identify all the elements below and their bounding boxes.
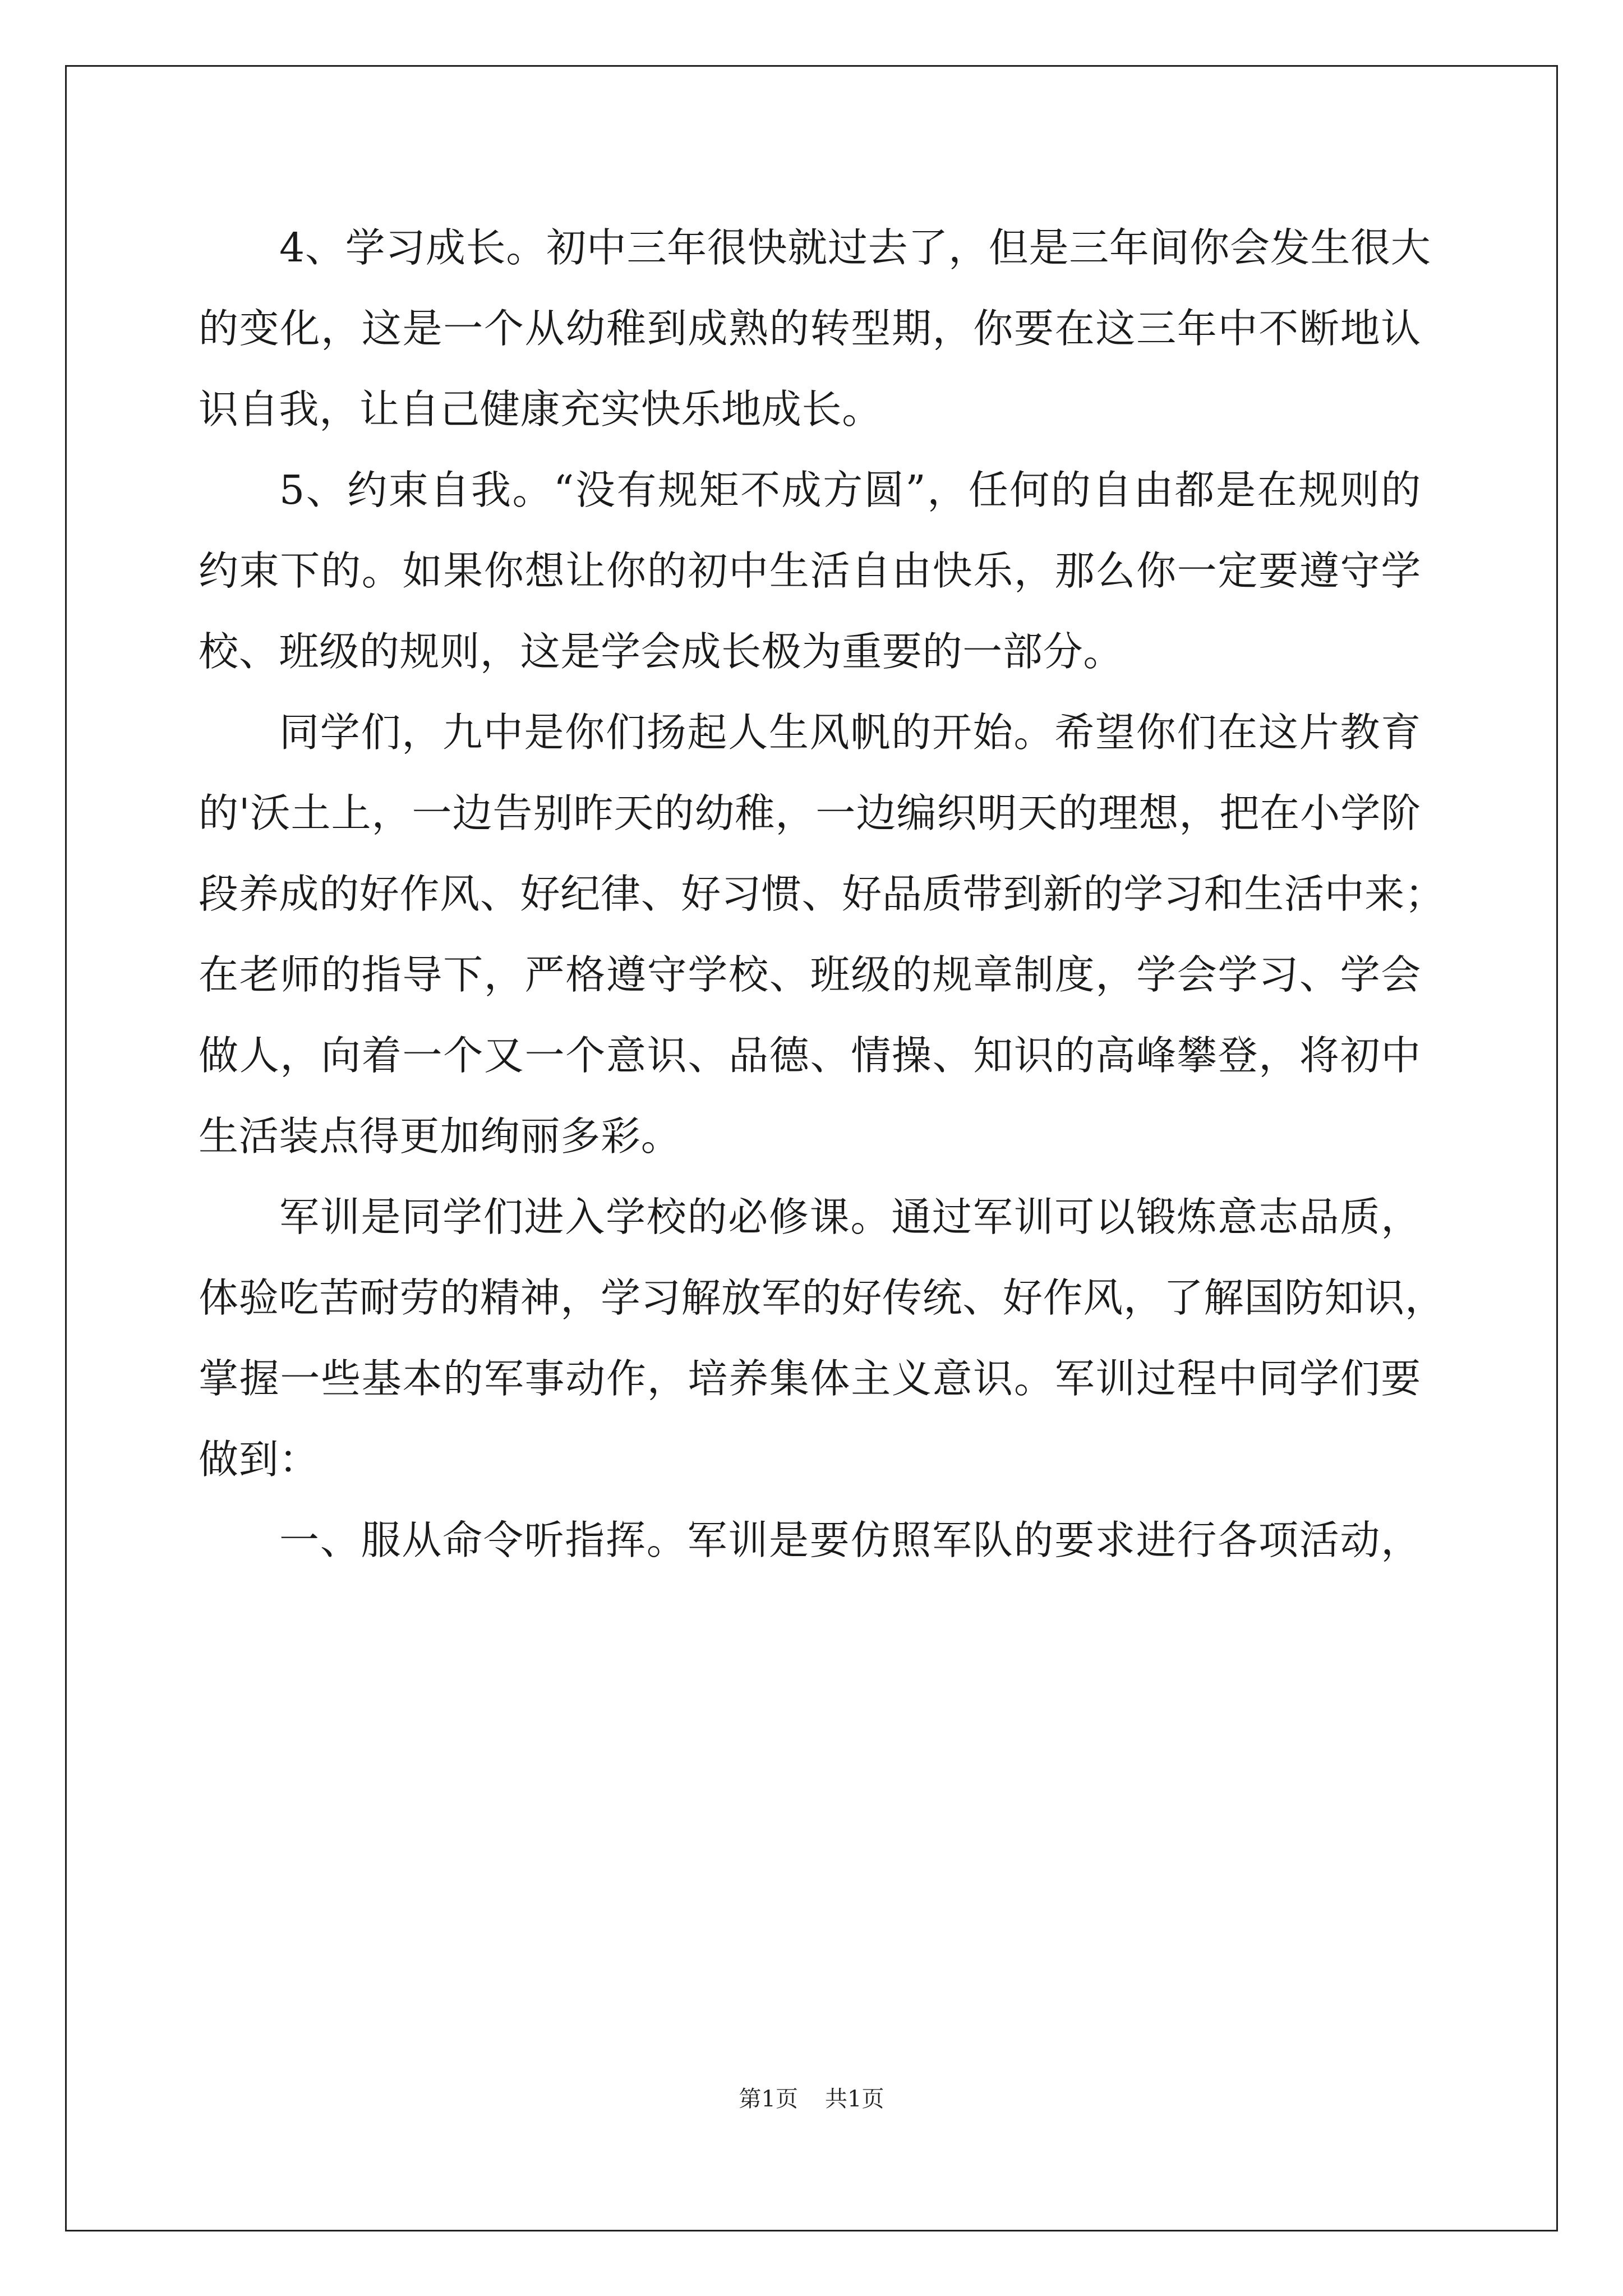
text-line: 在老师的指导下，严格遵守学校、班级的规章制度，学会学习、学会 bbox=[199, 951, 1421, 998]
text-line: 体验吃苦耐劳的精神，学习解放军的好传统、好作风，了解国防知识， bbox=[199, 1274, 1445, 1321]
text-line: 4、学习成长。初中三年很快就过去了，但是三年间你会发生很大 bbox=[279, 224, 1431, 271]
text-line: 做人，向着一个又一个意识、品德、情操、知识的高峰攀登，将初中 bbox=[199, 1032, 1421, 1079]
page-total: 共1页 bbox=[825, 2086, 884, 2112]
text-line: 段养成的好作风、好纪律、好习惯、好品质带到新的学习和生活中来； bbox=[199, 871, 1445, 917]
text-line: 的'沃土上，一边告别昨天的幼稚，一边编织明天的理想，把在小学阶 bbox=[199, 790, 1421, 836]
text-line: 生活装点得更加绚丽多彩。 bbox=[199, 1113, 681, 1159]
text-line: 掌握一些基本的军事动作，培养集体主义意识。军训过程中同学们要 bbox=[199, 1355, 1421, 1402]
text-line: 校、班级的规则，这是学会成长极为重要的一部分。 bbox=[199, 628, 1124, 675]
text-line: 识自我，让自己健康充实快乐地成长。 bbox=[199, 386, 882, 432]
text-line: 同学们，九中是你们扬起人生风帆的开始。希望你们在这片教育 bbox=[279, 709, 1421, 756]
document-body bbox=[199, 208, 1445, 1581]
page-footer bbox=[0, 2082, 1623, 2116]
text-line: 5、约束自我。“没有规矩不成方圆”，任何的自由都是在规则的 bbox=[279, 467, 1421, 513]
page-number: 第1页 bbox=[739, 2086, 798, 2112]
text-line: 一、服从命令听指挥。军训是要仿照军队的要求进行各项活动， bbox=[279, 1517, 1421, 1563]
text-line: 约束下的。如果你想让你的初中生活自由快乐，那么你一定要遵守学 bbox=[199, 547, 1421, 594]
text-line: 做到： bbox=[199, 1436, 320, 1483]
text-line: 军训是同学们进入学校的必修课。通过军训可以锻炼意志品质， bbox=[279, 1194, 1421, 1240]
text-line: 的变化，这是一个从幼稚到成熟的转型期，你要在这三年中不断地认 bbox=[199, 305, 1421, 352]
